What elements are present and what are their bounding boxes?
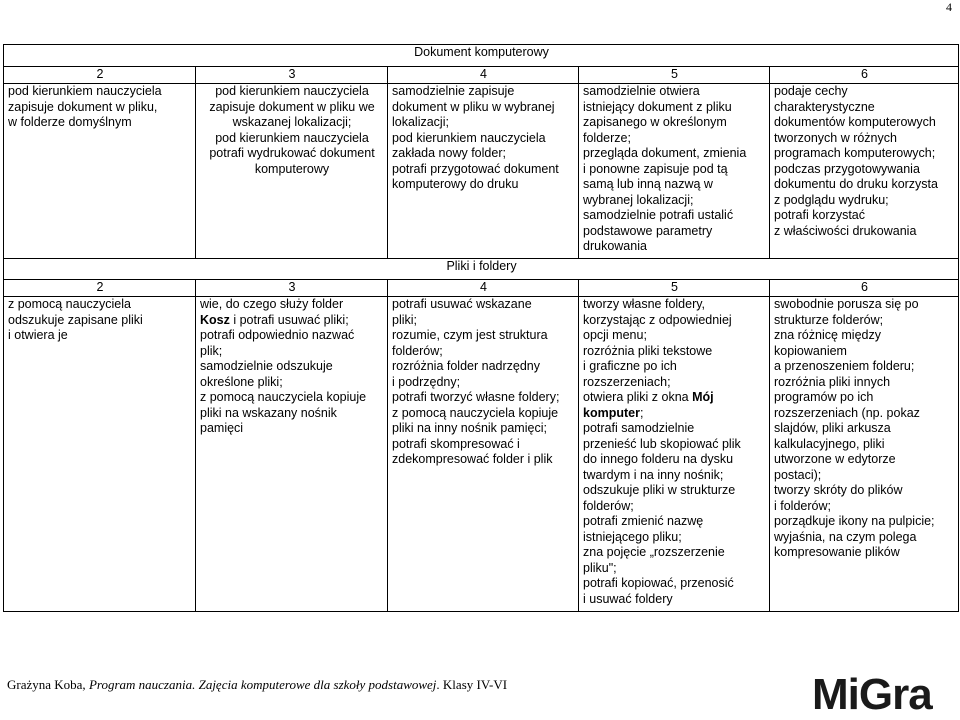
bold-term: Mój komputer <box>583 390 714 420</box>
footer-book-title: Program nauczania. Zajęcia komputerowe dla szkoły podstawowej <box>88 677 437 692</box>
column-header: 2 <box>4 280 196 297</box>
section-title-document: Dokument komputerowy <box>4 45 959 67</box>
requirement-cell: pod kierunkiem nauczyciela zapisuje dokument w pliku we wskazanej lokalizacji; pod kierunkiem nauczyciela potrafi wydrukować dokument komputerowy <box>196 84 388 259</box>
column-header: 2 <box>4 67 196 84</box>
requirement-cell: podaje cechy charakterystyczne dokumentów komputerowych tworzonych w różnych programach komputerowych; podczas przygotowywania dokumentu do druku korzysta z podglądu wydruku; potrafi korzystać z właściwości drukowania <box>770 84 959 259</box>
requirement-cell: z pomocą nauczyciela odszukuje zapisane pliki i otwiera je <box>4 297 196 612</box>
requirement-cell: samodzielnie otwiera istniejący dokument z pliku zapisanego w określonym folderze; przegląda dokument, zmienia i ponowne zapisuje pod tą samą lub inną nazwą w wybranej lokalizacji; samodzielnie potrafi ustalić podstawowe parametry drukowania <box>579 84 770 259</box>
column-header: 4 <box>388 67 579 84</box>
requirement-cell: samodzielnie zapisuje dokument w pliku w wybranej lokalizacji; pod kierunkiem nauczyciela zakłada nowy folder; potrafi przygotować dokument komputerowy do druku <box>388 84 579 259</box>
curriculum-table <box>3 44 959 612</box>
requirement-cell: pod kierunkiem nauczyciela zapisuje dokument w pliku, w folderze domyślnym <box>4 84 196 259</box>
column-header: 4 <box>388 280 579 297</box>
logo-text: MiGra <box>812 670 932 719</box>
requirement-cell: wie, do czego służy folder Kosz i potrafi usuwać pliki; potrafi odpowiednio nazwać plik; samodzielnie odszukuje określone pliki; z pomocą nauczyciela kopiuje pliki na wskazany nośnik pamięci <box>196 297 388 612</box>
column-header: 3 <box>196 67 388 84</box>
column-header: 5 <box>579 67 770 84</box>
bold-term: Kosz <box>200 312 230 327</box>
requirement-cell: potrafi usuwać wskazane pliki; rozumie, czym jest struktura folderów; rozróżnia folder nadrzędny i podrzędny; potrafi tworzyć własne foldery; z pomocą nauczyciela kopiuje pliki na inny nośnik pamięci; potrafi skompresować i zdekompresować folder i plik <box>388 297 579 612</box>
page-number: 4 <box>946 0 952 14</box>
column-header: 5 <box>579 280 770 297</box>
column-header: 3 <box>196 280 388 297</box>
footer-citation: Grażyna Koba, Program nauczania. Zajęcia komputerowe dla szkoły podstawowej. Klasy IV-VI <box>7 677 508 692</box>
column-header: 6 <box>770 67 959 84</box>
section-title-files: Pliki i foldery <box>4 259 959 280</box>
requirement-cell: tworzy własne foldery, korzystając z odpowiedniej opcji menu; rozróżnia pliki tekstowe i graficzne po ich rozszerzeniach; otwiera pliki z okna Mój komputer; potrafi samodzielnie przenieść lub skopiować plik do innego folderu na dysku twardym i na inny nośnik; odszukuje pliki w strukturze folderów; potrafi zmienić nazwę istniejącego pliku; zna pojęcie „rozszerzenie pliku"; potrafi kopiować, przenosić i usuwać foldery <box>579 297 770 612</box>
column-header: 6 <box>770 280 959 297</box>
requirement-cell: swobodnie porusza się po strukturze folderów; zna różnicę między kopiowaniem a przenoszeniem folderu; rozróżnia pliki innych programów po ich rozszerzeniach (np. pokaz slajdów, pliki arkusza kalkulacyjnego, pliki utworzone w edytorze postaci); tworzy skróty do plików i folderów; porządkuje ikony na pulpicie; wyjaśnia, na czym polega kompresowanie plików <box>770 297 959 612</box>
